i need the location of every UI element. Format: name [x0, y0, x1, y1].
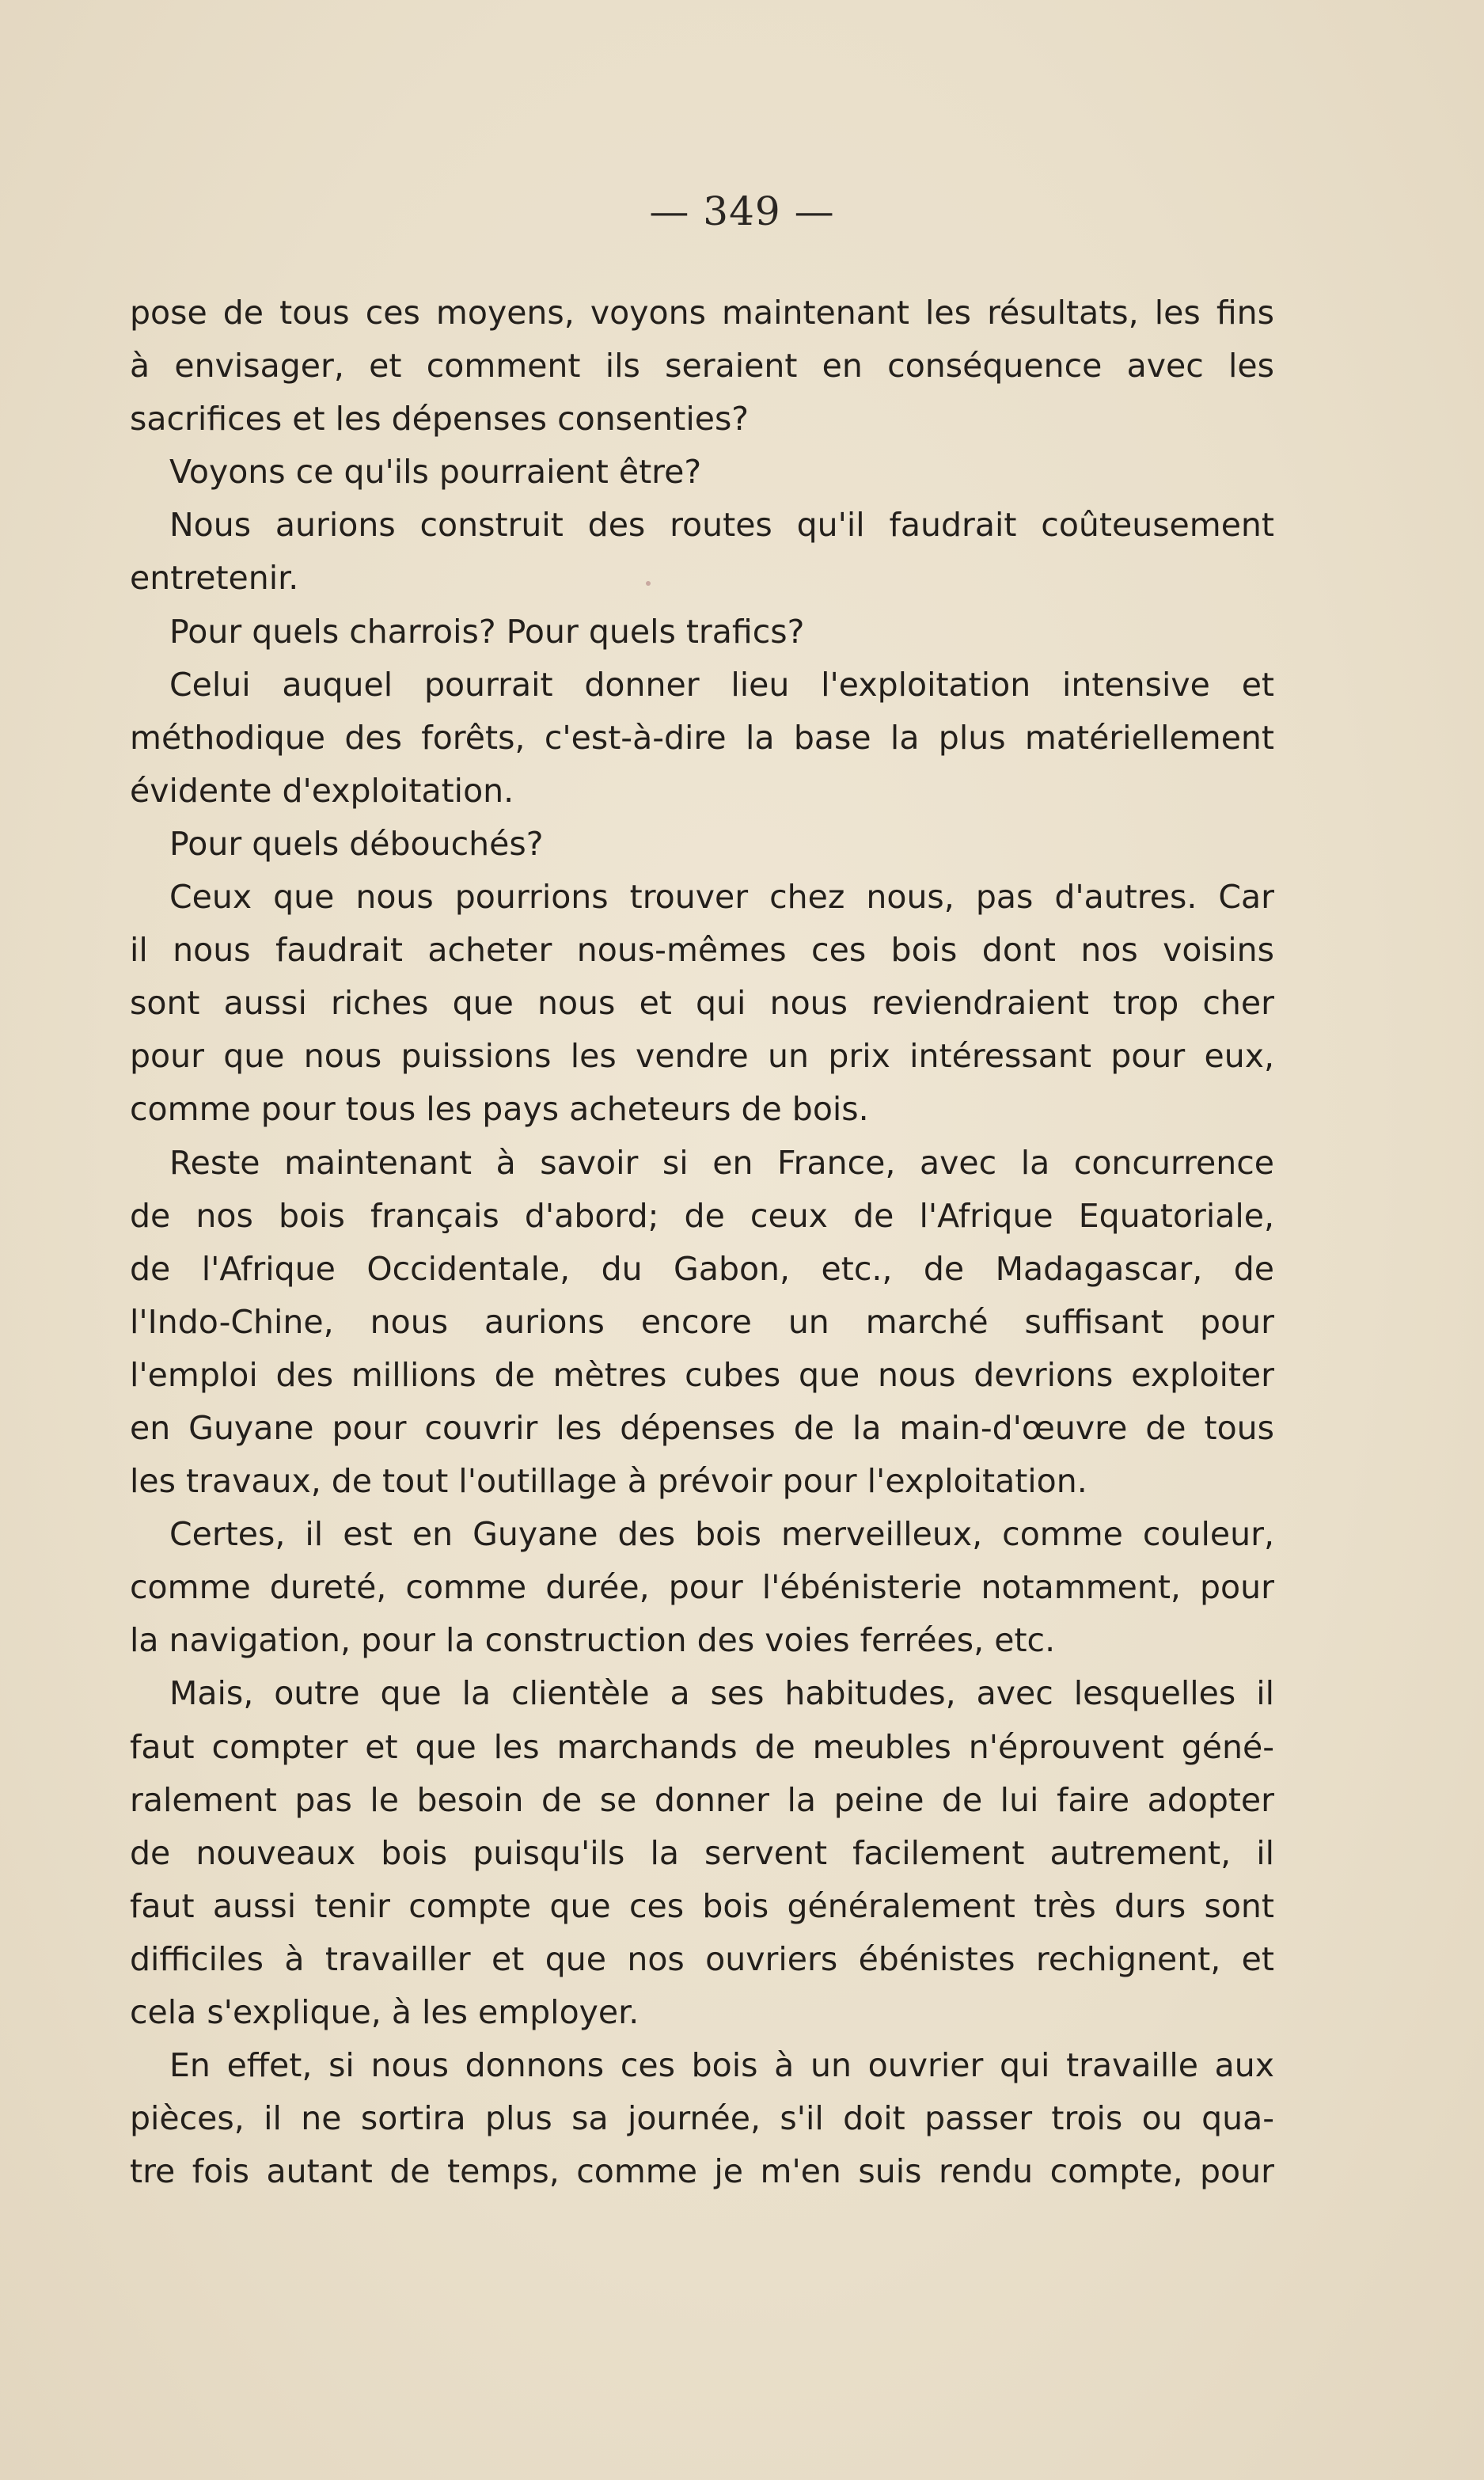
text-line: les travaux, de tout l'outillage à prévoir pour l'exploitation.	[130, 1462, 1087, 1501]
text-line: l'emploi des millions de mètres cubes que nous devrions exploiter	[130, 1355, 1274, 1394]
text-line: Nous aurions construit des routes qu'il faudrait coûteusement	[169, 506, 1274, 545]
text-line: Ceux que nous pourrions trouver chez nous, pas d'autres. Car	[169, 878, 1274, 917]
text-line: Reste maintenant à savoir si en France, avec la concurrence	[169, 1143, 1274, 1182]
text-line: Pour quels débouchés?	[169, 824, 544, 863]
text-line: sacrifices et les dépenses consenties?	[130, 400, 750, 439]
text-line: entretenir.	[130, 559, 299, 598]
text-line: de nos bois français d'abord; de ceux de l'Afrique Equatoriale,	[130, 1196, 1274, 1235]
text-line: pose de tous ces moyens, voyons maintenant les résultats, les fins	[130, 294, 1274, 332]
page-number: — 349 —	[649, 188, 835, 234]
text-line: Mais, outre que la clientèle a ses habitudes, avec lesquelles il	[169, 1674, 1274, 1713]
text-line: de nouveaux bois puisqu'ils la servent facilement autrement, il	[130, 1833, 1274, 1872]
body-text	[130, 287, 1274, 2198]
text-line: Certes, il est en Guyane des bois merveilleux, comme couleur,	[169, 1515, 1274, 1554]
text-line: en Guyane pour couvrir les dépenses de la main-d'œuvre de tous	[130, 1408, 1274, 1447]
text-line: En effet, si nous donnons ces bois à un ouvrier qui travaille aux	[169, 2046, 1274, 2085]
text-line: faut compter et que les marchands de meubles n'éprouvent géné-	[130, 1727, 1274, 1766]
text-line: la navigation, pour la construction des voies ferrées, etc.	[130, 1621, 1056, 1660]
text-line: à envisager, et comment ils seraient en conséquence avec les	[130, 347, 1274, 385]
paper-speck	[646, 581, 651, 586]
text-line: pièces, il ne sortira plus sa journée, s'il doit passer trois ou qua-	[130, 2099, 1274, 2138]
text-line: tre fois autant de temps, comme je m'en suis rendu compte, pour	[130, 2152, 1274, 2191]
text-line: Voyons ce qu'ils pourraient être?	[169, 453, 702, 492]
text-line: l'Indo-Chine, nous aurions encore un marché suffisant pour	[130, 1302, 1274, 1341]
text-line: comme dureté, comme durée, pour l'ébénisterie notamment, pour	[130, 1568, 1274, 1607]
text-line: évidente d'exploitation.	[130, 771, 514, 810]
text-line: cela s'explique, à les employer.	[130, 1993, 640, 2031]
text-line: Celui auquel pourrait donner lieu l'exploitation intensive et	[169, 665, 1274, 704]
text-line: faut aussi tenir compte que ces bois généralement très durs sont	[130, 1886, 1274, 1925]
text-line: ralement pas le besoin de se donner la peine de lui faire adopter	[130, 1780, 1274, 1819]
text-line: méthodique des forêts, c'est-à-dire la base la plus matériellement	[130, 718, 1274, 757]
text-line: de l'Afrique Occidentale, du Gabon, etc., de Madagascar, de	[130, 1249, 1274, 1288]
text-line: sont aussi riches que nous et qui nous reviendraient trop cher	[130, 984, 1274, 1023]
text-line: Pour quels charrois? Pour quels trafics?	[169, 612, 805, 651]
text-line: pour que nous puissions les vendre un prix intéressant pour eux,	[130, 1037, 1274, 1076]
text-line: difficiles à travailler et que nos ouvriers ébénistes rechignent, et	[130, 1939, 1274, 1978]
text-line: comme pour tous les pays acheteurs de bois.	[130, 1090, 869, 1129]
text-line: il nous faudrait acheter nous-mêmes ces bois dont nos voisins	[130, 931, 1274, 970]
